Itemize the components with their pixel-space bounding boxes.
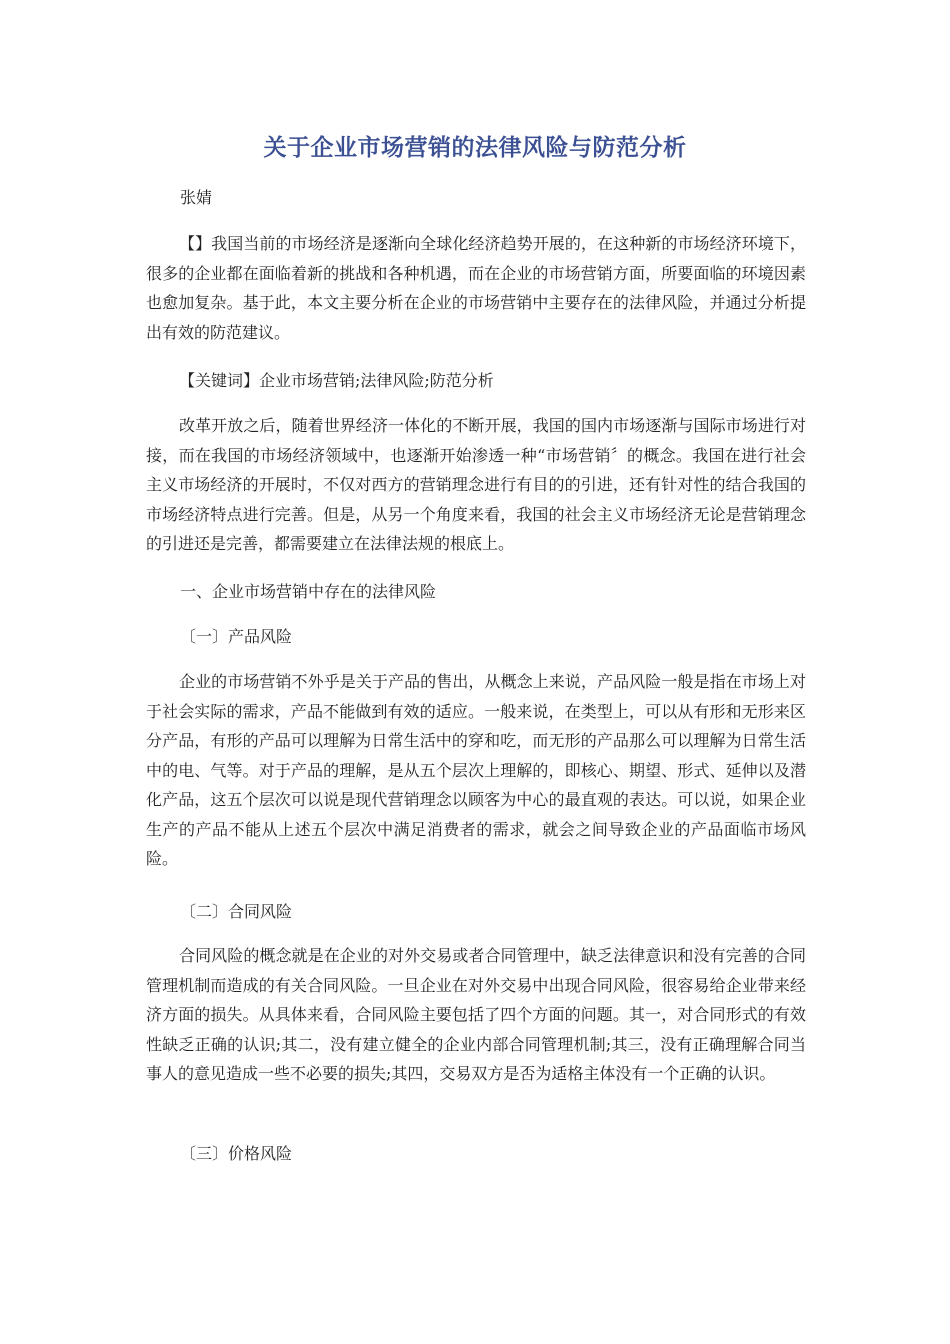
product-risk-paragraph: 企业的市场营销不外乎是关于产品的售出，从概念上来说，产品风险一般是指在市场上对于社会实际的需求，产品不能做到有效的适应。一般来说，在类型上，可以从有形和无形来区分产品，有形的产品可以理解为日常生活中的穿和吃，而无形的产品那么可以理解为日常生活中的电、气等。对于产品的理解，是从五个层次上理解的，即核心、期望、形式、延伸以及潜化产品，这五个层次可以说是现代营销理念以顾客为中心的最直观的表达。可以说，如果企业生产的产品不能从上述五个层次中满足消费者的需求，就会之间导致企业的产品面临市场风险。 — [146, 672, 806, 868]
section-heading-1: 一、企业市场营销中存在的法律风险 — [180, 582, 437, 601]
intro-paragraph: 改革开放之后，随着世界经济一体化的不断开展，我国的国内市场逐渐与国际市场进行对接，而在我国的市场经济领域中，也逐渐开始渗透一种“市场营销〞的概念。我国在进行社会主义市场经济的开展时，不仅对西方的营销理念进行有目的的引进，还有针对性的结合我国的市场经济特点进行完善。但是，从另一个角度来看，我国的社会主义市场经济无论是营销理念的引进还是完善，都需要建立在法律法规的根底上。 — [146, 416, 806, 553]
abstract-paragraph: 【】我国当前的市场经济是逐渐向全球化经济趋势开展的，在这种新的市场经济环境下，很多的企业都在面临着新的挑战和各种机遇，而在企业的市场营销方面，所要面临的环境因素也愈加复杂。基于此，本文主要分析在企业的市场营销中主要存在的法律风险，并通过分析提出有效的防范建议。 — [146, 234, 806, 342]
subsection-heading-contract-risk: 〔二〕合同风险 — [180, 902, 293, 921]
document-title: 关于企业市场营销的法律风险与防范分析 — [263, 135, 687, 161]
contract-risk-paragraph: 合同风险的概念就是在企业的对外交易或者合同管理中，缺乏法律意识和没有完善的合同管理机制而造成的有关合同风险。一旦企业在对外交易中出现合同风险，很容易给企业带来经济方面的损失。从具体来看，合同风险主要包括了四个方面的问题。其一，对合同形式的有效性缺乏正确的认识;其二，没有建立健全的企业内部合同管理机制;其三，没有正确理解合同当事人的意见造成一些不必要的损失;其四，交易双方是否为适格主体没有一个正确的认识。 — [146, 946, 806, 1083]
subsection-heading-product-risk: 〔一〕产品风险 — [180, 627, 293, 646]
subsection-heading-price-risk: 〔三〕价格风险 — [180, 1144, 293, 1163]
keywords-paragraph: 【关键词】企业市场营销;法律风险;防范分析 — [179, 371, 494, 390]
author-name: 张婧 — [180, 188, 213, 207]
